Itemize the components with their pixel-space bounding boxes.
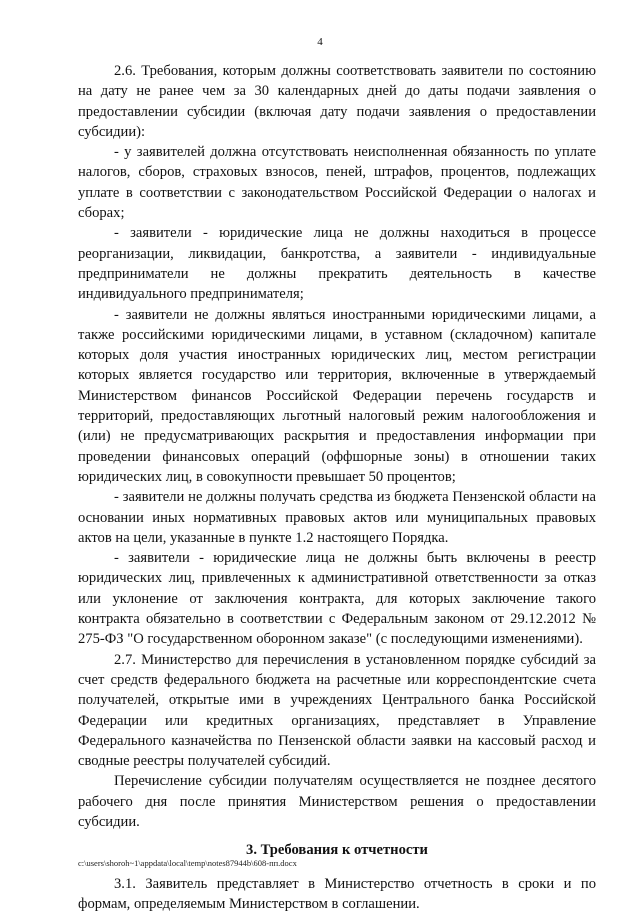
- paragraph-2-7: 2.7. Министерство для перечисления в установленном порядке субсидий за счет средств федерального бюджета на расчетные или корреспондентские счета получателей, открытые ими в учреждениях Центрального банка Российской Федерации или кредитных организациях, представляет в Управление Федерального казначейства по Пензенской области заявки на кассовый расход и сводные реестры получателей субсидий.: [78, 651, 596, 770]
- paragraph-transfer: Перечисление субсидии получателям осуществляется не позднее десятого рабочего дня после принятия Министерством решения о предоставлении субсидии.: [78, 773, 596, 830]
- paragraph-reorganization: - заявители - юридические лица не должны находиться в процессе реорганизации, ликвидации, банкротства, а заявители - индивидуальные предприниматели не должны прекратить деятельность в качестве индивидуального предпринимателя;: [78, 225, 596, 303]
- document-body: [78, 61, 596, 914]
- footer-file-path: c:\users\shoroh~1\appdata\local\temp\notes87944b\608-пп.docx: [78, 858, 297, 868]
- paragraph-3-1: 3.1. Заявитель представляет в Министерство отчетность в сроки и по формам, определяемым Министерством в соглашении.: [78, 875, 596, 912]
- section-heading: 3. Требования к отчетности: [246, 842, 428, 859]
- page-number: 4: [317, 36, 323, 48]
- paragraph-taxes: - у заявителей должна отсутствовать неисполненная обязанность по уплате налогов, сборов, страховых взносов, пеней, штрафов, процентов, подлежащих уплате в соответствии с законодательством Российской Федерации о налогах и сборах;: [78, 144, 596, 222]
- paragraph-registry: - заявители - юридические лица не должны быть включены в реестр юридических лиц, привлеченных к административной ответственности за отказ или уклонение от заключения контракта, для которых заключение такого контракта обязательно в соответствии с Федеральным законом от 29.12.2012 № 275-ФЗ "О государственном оборонном заказе" (с последующими изменениями).: [78, 550, 596, 648]
- paragraph-foreign-entities: - заявители не должны являться иностранными юридическими лицами, а также российскими юридическими лицами, в уставном (складочном) капитале которых доля участия иностранных юридических лиц, местом регистрации которых является государство или территория, включенные в утверждаемый Министерством финансов Российской Федерации перечень государств и территорий, предоставляющих льготный налоговый режим налогообложения и (или) не предусматривающих раскрытия и предоставления информации при проведении финансовых операций (оффшорные зоны) в отношении таких юридических лиц, в совокупности превышает 50 процентов;: [78, 306, 596, 485]
- paragraph-budget-funds: - заявители не должны получать средства из бюджета Пензенской области на основании иных нормативных правовых актов или муниципальных правовых актов на цели, указанные в пункте 1.2 настоящего Порядка.: [78, 489, 596, 546]
- paragraph-2-6: 2.6. Требования, которым должны соответствовать заявители по состоянию на дату не ранее чем за 30 календарных дней до даты подачи заявления о предоставлении субсидии (включая дату подачи заявления о предоставлении субсидии):: [78, 63, 596, 140]
